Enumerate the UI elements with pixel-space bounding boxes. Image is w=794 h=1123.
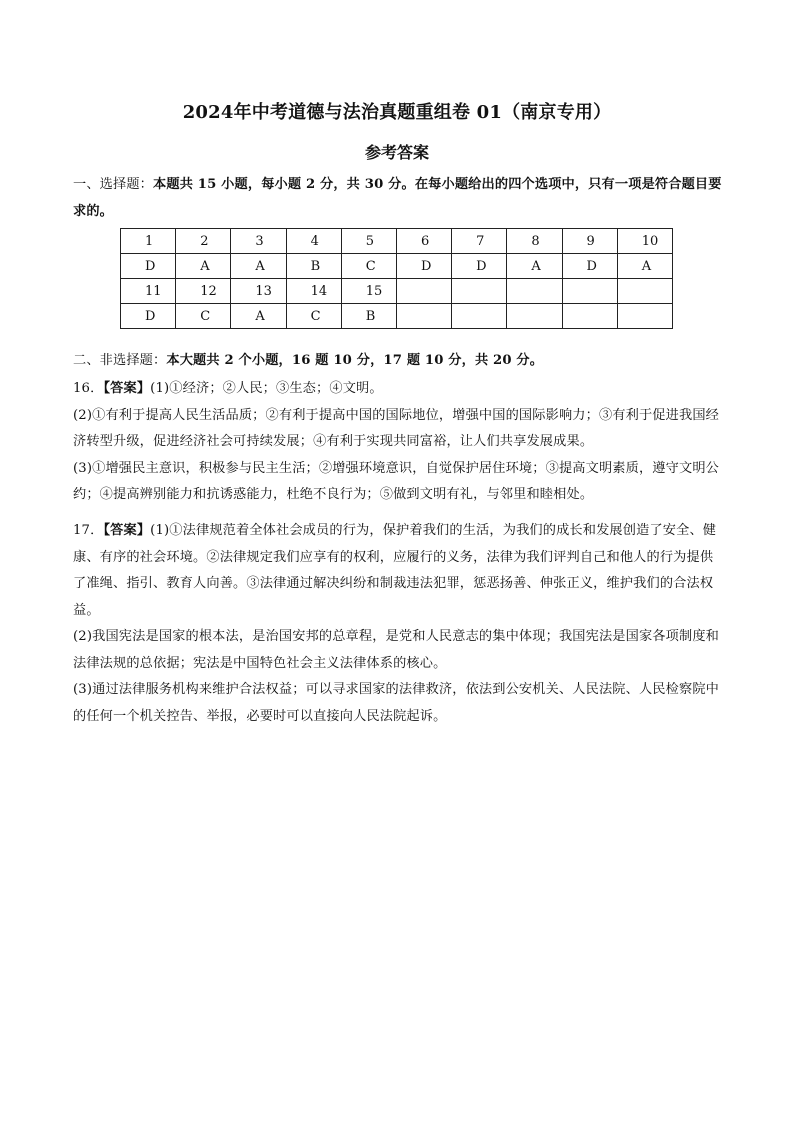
page-title: 2024年中考道德与法治真题重组卷 01（南京专用） [182, 102, 612, 123]
question-16-part-3: (3)①增强民主意识，积极参与民主生活；②增强环境意识，自觉保护居住环境；③提高文明素质，遵守文明公约；④提高辨别能力和抗诱惑能力，杜绝不良行为；⑤做到文明有礼，与邻里和睦相处。 [73, 460, 719, 502]
answer-letter-row [121, 304, 673, 329]
question-number-cell: 2 [176, 229, 231, 254]
section-one-prefix: 一、选择题： [73, 177, 154, 192]
answer-letter-cell: B [341, 304, 396, 329]
answer-letter-row [121, 254, 673, 279]
question-17-part-2: (2)我国宪法是国家的根本法，是治国安邦的总章程，是党和人民意志的集中体现；我国宪法是国家各项制度和法律法规的总依据；宪法是中国特色社会主义法律体系的核心。 [73, 629, 719, 671]
answer-letter-cell [452, 304, 507, 329]
answer-letter-cell: A [231, 254, 286, 279]
section-two-prefix: 二、非选择题： [73, 353, 167, 368]
question-16-part-1: (1)①经济；②人民；③生态；④文明。 [150, 381, 383, 396]
section-two-body: 本大题共 2 个小题，16 题 10 分，17 题 10 分，共 20 分。 [166, 353, 544, 368]
question-number-cell: 10 [617, 229, 672, 254]
question-number-cell: 15 [341, 279, 396, 304]
answer-letter-cell: A [231, 304, 286, 329]
question-17-answer [73, 518, 725, 730]
question-number-cell [562, 279, 617, 304]
question-number-cell [617, 279, 672, 304]
question-number-row [121, 229, 673, 254]
question-number-row [121, 279, 673, 304]
question-number-cell: 1 [121, 229, 176, 254]
question-number-cell: 12 [176, 279, 231, 304]
question-16-number: 16． [73, 381, 104, 396]
answer-letter-cell [617, 304, 672, 329]
answer-letter-cell: A [176, 254, 231, 279]
question-17-line-1 [73, 518, 725, 624]
answer-letter-cell: D [121, 254, 176, 279]
question-number-cell: 8 [507, 229, 562, 254]
answer-letter-cell: D [562, 254, 617, 279]
answer-letter-cell: D [121, 304, 176, 329]
question-number-cell: 4 [286, 229, 341, 254]
question-number-cell: 9 [562, 229, 617, 254]
choice-answer-table [120, 228, 673, 329]
question-17-number: 17． [73, 523, 104, 538]
answer-letter-cell: C [286, 304, 341, 329]
answer-letter-cell: C [176, 304, 231, 329]
question-17-part-1: (1)①法律规范着全体社会成员的行为，保护着我们的生活，为我们的成长和发展创造了安全、健康、有序的社会环境。②法律规定我们应享有的权利，应履行的义务，法律为我们评判自己和他人的行为提供了准绳、指引、教育人向善。③法律通过解决纠纷和制裁违法犯罪，惩恶扬善、伸张正义，维护我们的合法权益。 [73, 523, 717, 618]
question-16-part-2: (2)①有利于提高人民生活品质；②有利于提高中国的国际地位，增强中国的国际影响力；③有利于促进我国经济转型升级，促进经济社会可持续发展；④有利于实现共同富裕，让人们共享发展成果。 [73, 407, 719, 449]
answer-letter-cell: D [452, 254, 507, 279]
question-number-cell [396, 279, 451, 304]
question-number-cell: 7 [452, 229, 507, 254]
question-number-cell: 3 [231, 229, 286, 254]
answer-letter-cell: C [341, 254, 396, 279]
question-16-answer-tag: 【答案】 [103, 381, 151, 396]
page-subtitle: 参考答案 [364, 143, 429, 162]
answer-letter-cell: A [617, 254, 672, 279]
section-one-instructions [73, 172, 725, 225]
answer-letter-cell [396, 304, 451, 329]
question-17-part-3: (3)通过法律服务机构来维护合法权益；可以寻求国家的法律救济，依法到公安机关、人民法院、人民检察院中的任何一个机关控告、举报，必要时可以直接向人民法院起诉。 [73, 682, 719, 724]
question-number-cell: 14 [286, 279, 341, 304]
answer-letter-cell [507, 304, 562, 329]
question-number-cell: 13 [231, 279, 286, 304]
answer-letter-cell: B [286, 254, 341, 279]
answer-letter-cell [562, 304, 617, 329]
question-number-cell: 11 [121, 279, 176, 304]
question-16-line-1 [73, 376, 725, 403]
question-number-cell [452, 279, 507, 304]
section-two-instructions [73, 348, 725, 375]
question-number-cell: 6 [396, 229, 451, 254]
answer-letter-cell: A [507, 254, 562, 279]
section-one-body: 本题共 15 小题，每小题 2 分，共 30 分。在每小题给出的四个选项中，只有一项是符合题目要求的。 [73, 177, 722, 219]
question-17-answer-tag: 【答案】 [103, 523, 151, 538]
question-number-cell [507, 279, 562, 304]
question-number-cell: 5 [341, 229, 396, 254]
answer-letter-cell: D [396, 254, 451, 279]
question-16-answer [73, 376, 725, 509]
